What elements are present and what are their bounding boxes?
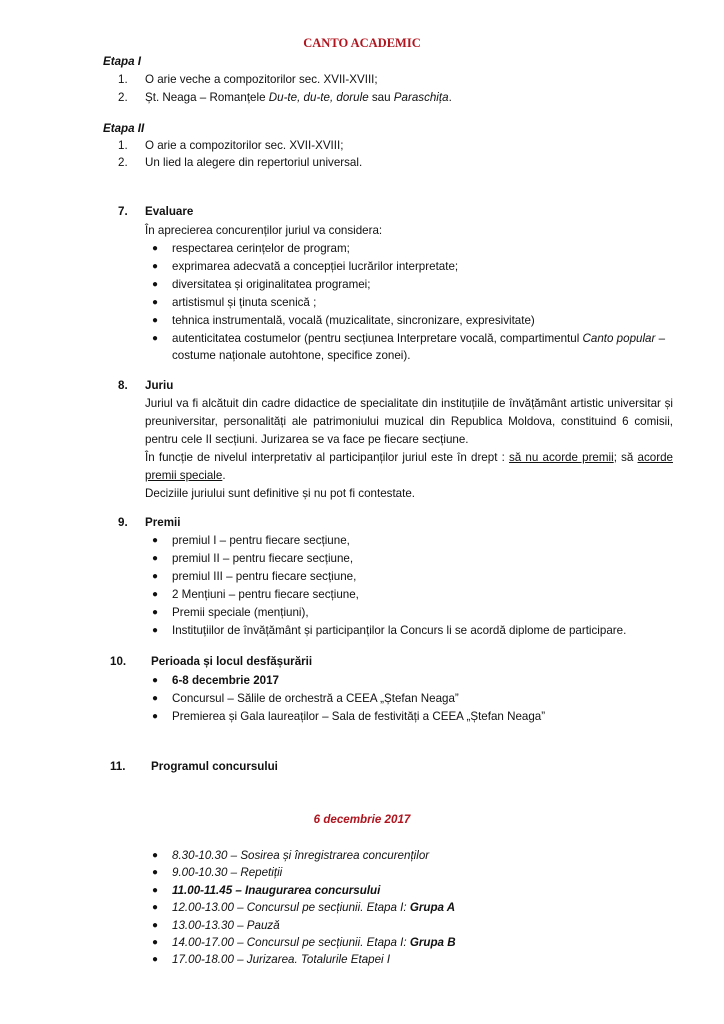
section-7-title: Evaluare: [145, 205, 194, 218]
juriu-decisions-line: Deciziile juriului sunt definitive și nu pot fi contestate.: [145, 487, 416, 500]
bullet-icon: ●: [152, 535, 159, 546]
song-title: Du-te, du-te, dorule: [268, 91, 369, 104]
bullet-icon: ●: [152, 279, 159, 290]
juriu-rights-line-continuation: [145, 469, 226, 483]
bullet-icon: ●: [152, 261, 159, 272]
evaluare-criterion: diversitatea și originalitatea programei;: [172, 278, 371, 291]
evaluare-criterion: respectarea cerințelor de program;: [172, 242, 350, 255]
section-11-number: 11.: [110, 760, 126, 773]
schedule-item: [172, 936, 456, 950]
section-9-number: 9.: [118, 516, 128, 529]
evaluare-criterion-continuation: costume naționale autohtone, specifice zonei).: [172, 349, 411, 362]
special-prizes-option: premii speciale: [145, 469, 223, 482]
etapa-1-item-1-number: 1.: [118, 73, 128, 86]
etapa-1-item-1: O arie veche a compozitorilor sec. XVII-XVIII;: [145, 73, 378, 86]
prize-item: premiul I – pentru fiecare secțiune,: [172, 534, 350, 547]
prize-item: premiul II – pentru fiecare secțiune,: [172, 552, 354, 565]
text-run: Șt. Neaga – Romanțele: [145, 91, 269, 104]
etapa-2-item-1: O arie a compozitorilor sec. XVII-XVIII;: [145, 139, 344, 152]
text-run: 14.00-17.00 – Concursul pe secțiunii. Etapa I:: [172, 936, 410, 949]
text-run: autenticitatea costumelor (pentru secțiunea Interpretare vocală, compartimentul: [172, 332, 583, 345]
prize-item: Instituțiilor de învățământ și participanților la Concurs li se acordă diplome de participare.: [172, 624, 627, 637]
compartment-name: Canto popular: [582, 332, 656, 345]
venue-item: Premierea și Gala laureaților – Sala de festivități a CEEA „Ștefan Neaga”: [172, 710, 546, 723]
section-8-number: 8.: [118, 379, 128, 392]
text-run: –: [655, 332, 666, 345]
schedule-item: 9.00-10.30 – Repetiții: [172, 866, 283, 879]
prize-item: Premii speciale (mențiuni),: [172, 606, 309, 619]
page-title: CANTO ACADEMIC: [303, 36, 421, 50]
etapa-1-item-2: [145, 91, 452, 105]
text-run: ; să: [613, 451, 638, 464]
bullet-icon: ●: [152, 607, 159, 618]
section-8-title: Juriu: [145, 379, 174, 392]
juriu-paragraph-line: preuniversitar, personalități ale patrimoniului muzical din Republica Moldova, constituind 6 comisii,: [145, 415, 673, 428]
evaluare-criterion: [172, 332, 665, 346]
bullet-icon: ●: [152, 711, 159, 722]
evaluare-criterion: artistismul și ținuta scenică ;: [172, 296, 317, 309]
text-run: .: [222, 469, 226, 482]
text-run: 12.00-13.00 – Concursul pe secțiunii. Etapa I:: [172, 901, 410, 914]
text-run: În funcție de nivelul interpretativ al participanților juriul este în drept :: [145, 451, 509, 464]
etapa-1-heading: Etapa I: [103, 55, 142, 68]
schedule-item: 17.00-18.00 – Jurizarea. Totalurile Etapei I: [172, 953, 391, 966]
section-9-title: Premii: [145, 516, 181, 529]
bullet-icon: ●: [152, 867, 159, 878]
section-11-title: Programul concursului: [151, 760, 278, 773]
bullet-icon: ●: [152, 625, 159, 636]
bullet-icon: ●: [152, 937, 159, 948]
juriu-paragraph-line: Juriul va fi alcătuit din cadre didactice de specialitate din instituțiile de învățământ artistic universitar și: [145, 397, 673, 410]
song-title: Paraschița: [393, 91, 449, 104]
text-run: .: [448, 91, 452, 104]
bullet-icon: ●: [152, 333, 159, 344]
bullet-icon: ●: [152, 315, 159, 326]
bullet-icon: ●: [152, 589, 159, 600]
section-10-title: Perioada și locul desfășurării: [151, 655, 313, 668]
text-run: sau: [368, 91, 394, 104]
group-label: Grupa A: [409, 901, 456, 914]
prize-item: premiul III – pentru fiecare secțiune,: [172, 570, 357, 583]
evaluare-criterion: tehnica instrumentală, vocală (muzicalitate, sincronizare, expresivitate): [172, 314, 535, 327]
juriu-paragraph-line: pentru cele II secțiuni. Jurizarea se va face pe fiecare secțiune.: [145, 433, 469, 446]
schedule-item: 8.30-10.30 – Sosirea și înregistrarea concurenților: [172, 849, 430, 862]
group-label: Grupa B: [409, 936, 456, 949]
no-prizes-option: să nu acorde premii: [509, 451, 614, 464]
section-10-number: 10.: [110, 655, 127, 668]
etapa-2-heading: Etapa II: [103, 122, 145, 135]
etapa-2-item-2-number: 2.: [118, 156, 128, 169]
bullet-icon: ●: [152, 850, 159, 861]
evaluare-criterion: exprimarea adecvată a concepției lucrărilor interpretate;: [172, 260, 459, 273]
section-7-number: 7.: [118, 205, 128, 218]
bullet-icon: ●: [152, 954, 159, 965]
venue-item: Concursul – Sălile de orchestră a CEEA „Ștefan Neaga”: [172, 692, 459, 705]
juriu-rights-line: [145, 451, 673, 465]
schedule-item: [172, 901, 455, 915]
bullet-icon: ●: [152, 571, 159, 582]
schedule-item: 11.00-11.45 – Inaugurarea concursului: [172, 884, 381, 897]
bullet-icon: ●: [152, 243, 159, 254]
bullet-icon: ●: [152, 693, 159, 704]
period-dates: 6-8 decembrie 2017: [172, 674, 279, 687]
bullet-icon: ●: [152, 902, 159, 913]
bullet-icon: ●: [152, 553, 159, 564]
bullet-icon: ●: [152, 885, 159, 896]
evaluare-intro: În aprecierea concurenților juriul va considera:: [145, 224, 383, 237]
schedule-item: 13.00-13.30 – Pauză: [172, 919, 280, 932]
bullet-icon: ●: [152, 920, 159, 931]
etapa-1-item-2-number: 2.: [118, 91, 128, 104]
etapa-2-item-2: Un lied la alegere din repertoriul universal.: [145, 156, 363, 169]
schedule-date-heading: 6 decembrie 2017: [313, 813, 411, 826]
etapa-2-item-1-number: 1.: [118, 139, 128, 152]
bullet-icon: ●: [152, 675, 159, 686]
prize-item: 2 Mențiuni – pentru fiecare secțiune,: [172, 588, 359, 601]
special-prizes-option: acorde: [637, 451, 673, 464]
bullet-icon: ●: [152, 297, 159, 308]
